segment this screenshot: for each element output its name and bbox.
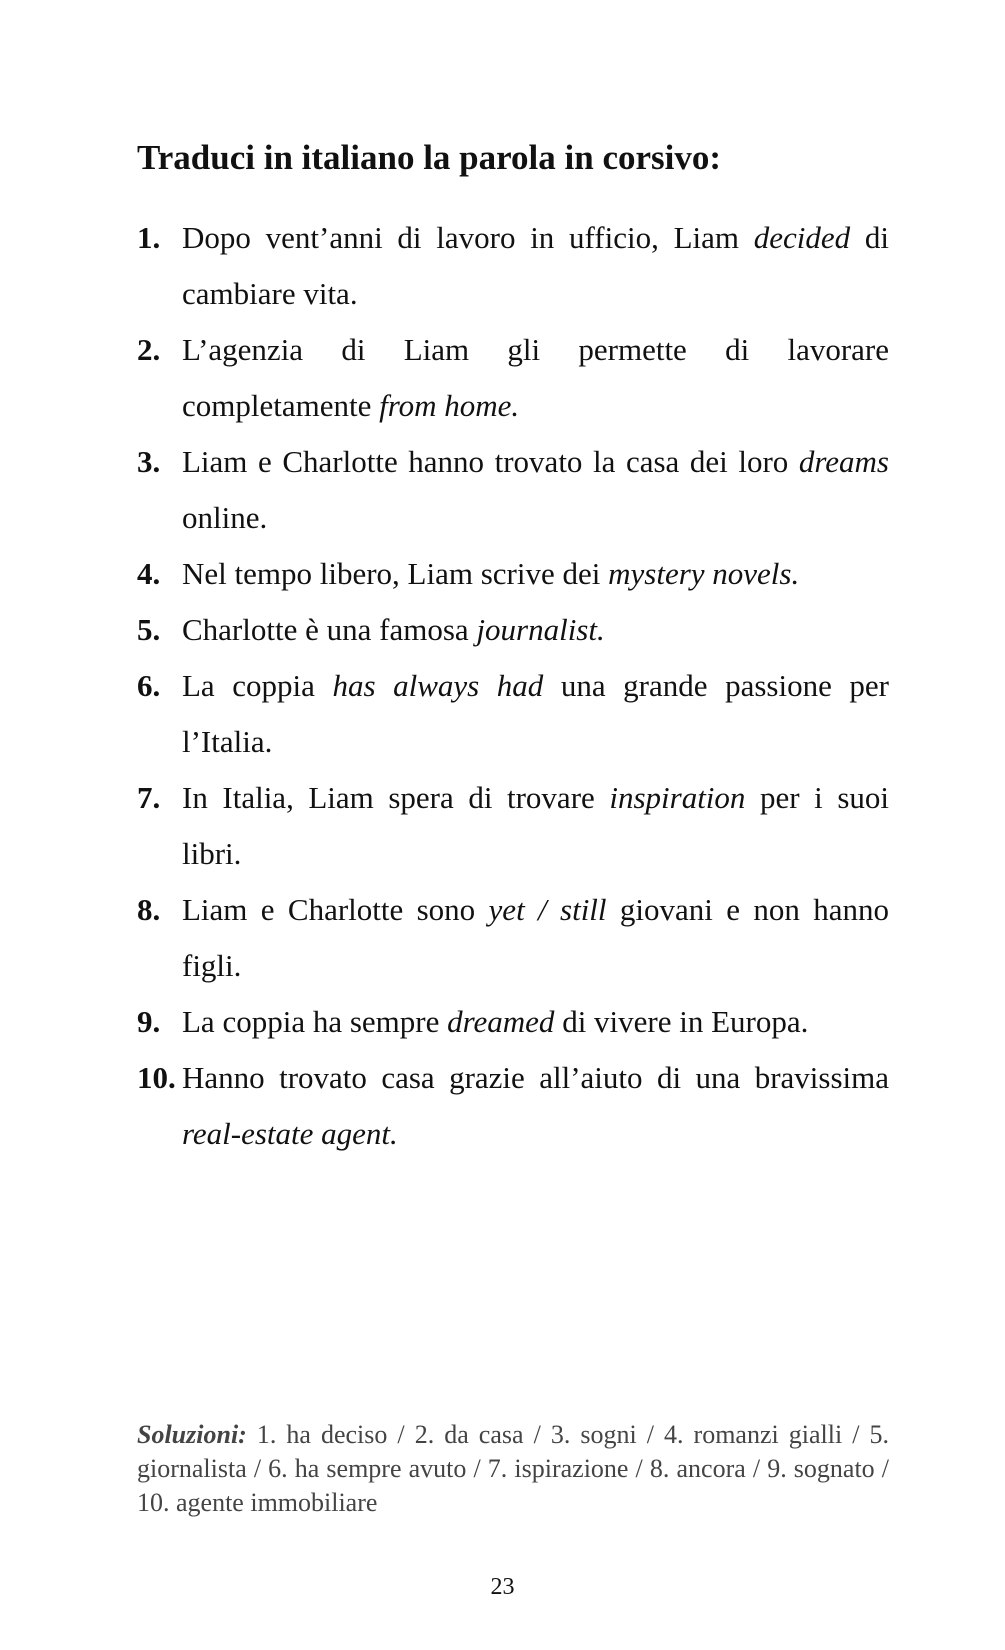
item-text-before: Charlotte è una famosa	[182, 612, 477, 647]
solutions-block	[137, 1418, 889, 1520]
item-italic-word: dreams	[798, 444, 889, 479]
item-text-before: Liam e Charlotte sono	[182, 892, 489, 927]
item-number: 2.	[137, 332, 161, 367]
item-text	[182, 1050, 889, 1162]
item-text-before: Dopo vent’anni di lavoro in ufficio, Liam	[182, 220, 754, 255]
item-text-before: In Italia, Liam spera di trovare	[182, 780, 610, 815]
item-text-before: Hanno trovato casa grazie all’aiuto di una bravissima	[182, 1060, 889, 1095]
item-number: 5.	[137, 612, 161, 647]
item-italic-word: yet / still	[488, 892, 607, 927]
item-italic-word: has always had	[332, 668, 544, 703]
item-text-before: Nel tempo libero, Liam scrive dei	[182, 556, 609, 591]
exercise-item-3	[137, 434, 889, 546]
item-text	[182, 434, 889, 546]
item-italic-word: dreamed	[447, 1004, 555, 1039]
exercise-item-5	[137, 602, 889, 658]
exercise-item-9	[137, 994, 889, 1050]
solutions-text: 1. ha deciso / 2. da casa / 3. sogni / 4. romanzi gialli / 5. giornalista / 6. ha sempre avuto / 7. ispirazione / 8. ancora / 9. sognato / 10. agente immobiliare	[137, 1420, 889, 1517]
item-italic-word: inspiration	[609, 780, 746, 815]
exercise-title: Traduci in italiano la parola in corsivo:	[137, 138, 722, 177]
exercise-list	[137, 210, 889, 1162]
item-text-before: Liam e Charlotte hanno trovato la casa dei loro	[182, 444, 799, 479]
exercise-item-7	[137, 770, 889, 882]
item-text	[182, 882, 889, 994]
item-italic-word: mystery novels.	[608, 556, 800, 591]
exercise-item-8	[137, 882, 889, 994]
item-text	[182, 210, 889, 322]
item-text-before: La coppia ha sempre	[182, 1004, 448, 1039]
page-number: 23	[490, 1574, 515, 1600]
item-text	[182, 322, 889, 434]
item-italic-word: journalist.	[476, 612, 605, 647]
item-italic-word: real-estate agent.	[182, 1116, 398, 1151]
exercise-item-6	[137, 658, 889, 770]
exercise-item-10	[137, 1050, 889, 1162]
item-number: 1.	[137, 220, 161, 255]
exercise-item-1	[137, 210, 889, 322]
item-text-after: online.	[182, 500, 268, 535]
item-text-after: di cambiare vita.	[182, 220, 889, 311]
item-number: 3.	[137, 444, 161, 479]
item-number: 9.	[137, 1004, 161, 1039]
item-number: 4.	[137, 556, 161, 591]
solutions-label: Soluzioni:	[137, 1420, 247, 1449]
item-text	[182, 546, 889, 602]
item-text-after: di vivere in Europa.	[554, 1004, 809, 1039]
exercise-item-4	[137, 546, 889, 602]
item-text	[182, 994, 889, 1050]
item-number: 8.	[137, 892, 161, 927]
item-text-before: La coppia	[182, 668, 333, 703]
item-number: 7.	[137, 780, 161, 815]
item-text-after: giovani e non hanno figli.	[182, 892, 889, 983]
item-text	[182, 770, 889, 882]
exercise-item-2	[137, 322, 889, 434]
item-italic-word: from home.	[379, 388, 520, 423]
item-number: 6.	[137, 668, 161, 703]
item-text	[182, 658, 889, 770]
item-text-after: una grande passione per l’Italia.	[182, 668, 889, 759]
item-text-before: L’agenzia di Liam gli permette di lavorare completamente	[182, 332, 889, 423]
item-text-after: per i suoi libri.	[182, 780, 889, 871]
item-text	[182, 602, 889, 658]
item-italic-word: decided	[753, 220, 851, 255]
item-number: 10.	[137, 1060, 176, 1095]
